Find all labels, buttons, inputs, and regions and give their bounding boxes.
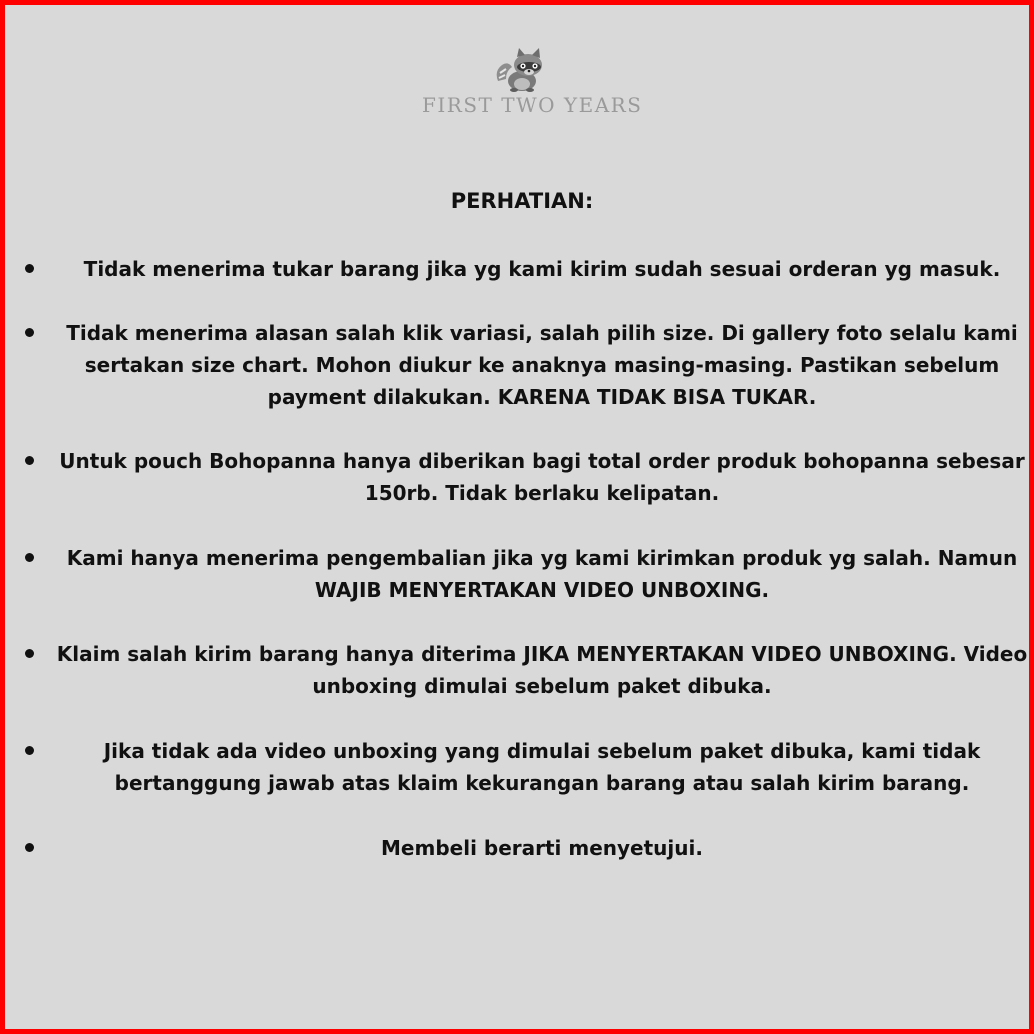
page-title: PERHATIAN: xyxy=(450,189,594,213)
notice-text: Klaim salah kirim barang hanya diterima JIKA MENYERTAKAN VIDEO UNBOXING. Video unboxing dimulai sebelum paket dibuka. xyxy=(56,642,1028,698)
notice-text: Untuk pouch Bohopanna hanya diberikan bagi total order produk bohopanna sebesar 150rb. Tidak berlaku kelipatan. xyxy=(59,449,1025,505)
bullet-icon xyxy=(25,264,34,273)
notice-text: Tidak menerima alasan salah klik variasi, salah pilih size. Di gallery foto selalu kami sertakan size chart. Mohon diukur ke anaknya masing-masing. Pastikan sebelum payment dilakukan. KARENA TIDAK BISA TUKAR. xyxy=(66,321,1018,409)
bullet-icon xyxy=(25,649,34,658)
brand-name: FIRST TWO YEARS xyxy=(422,93,643,117)
bullet-icon xyxy=(25,843,34,852)
notice-text: Kami hanya menerima pengembalian jika yg kami kirimkan produk yg salah. Namun WAJIB MENYERTAKAN VIDEO UNBOXING. xyxy=(66,546,1018,602)
bullet-icon xyxy=(25,328,34,337)
notice-text: Jika tidak ada video unboxing yang dimulai sebelum paket dibuka, kami tidak bertanggung jawab atas klaim kekurangan barang atau salah kirim barang. xyxy=(103,739,981,795)
bullet-icon xyxy=(25,553,34,562)
bullet-icon xyxy=(25,456,34,465)
notice-text: Tidak menerima tukar barang jika yg kami kirim sudah sesuai orderan yg masuk. xyxy=(83,257,1001,281)
notice-text: Membeli berarti menyetujui. xyxy=(381,836,703,860)
raccoon-icon xyxy=(492,47,552,93)
bullet-icon xyxy=(25,746,34,755)
brand-logo xyxy=(422,47,643,125)
